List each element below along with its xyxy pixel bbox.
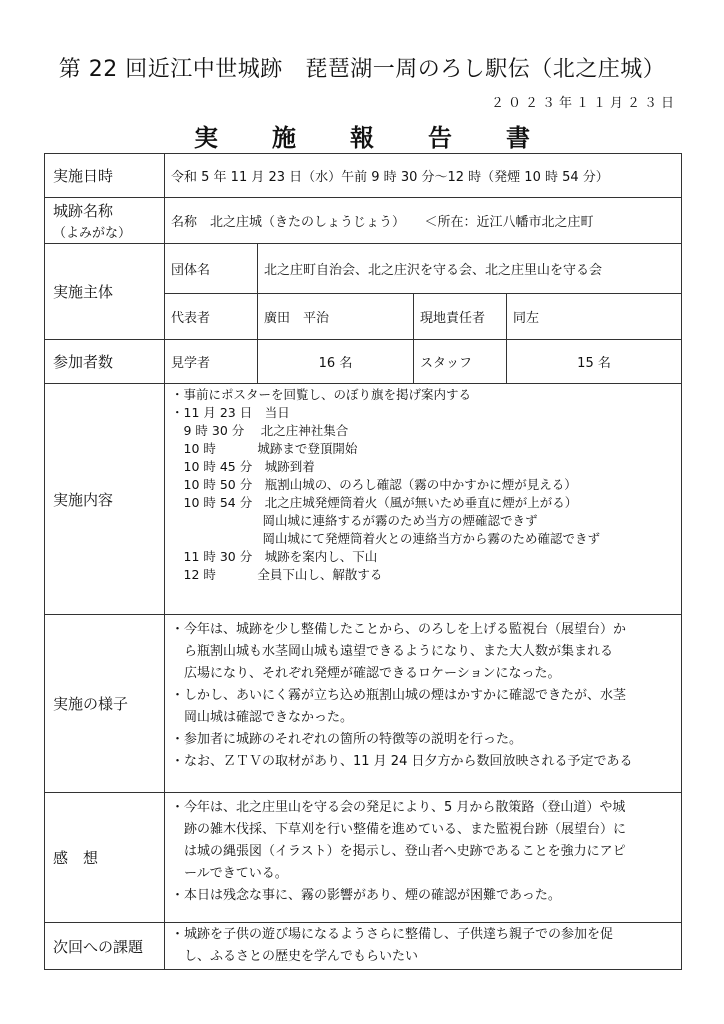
date-value: 令和 5 年 11 月 23 日（水）午前 9 時 30 分～12 時（発煙 10 時 54 分） [165, 154, 682, 198]
content-line: 岡山城にて発煙筒着火との連絡当方から霧のため確認できず [171, 531, 600, 546]
castle-label-cell [45, 198, 165, 244]
state-line: ・しかし、あいにく霧が立ち込め瓶割山城の煙はかすかに確認できたが、水茎 [171, 688, 627, 703]
date-label: 実施日時 [45, 154, 165, 198]
castle-value: 名称 北之庄城（きたのしょうじょう） ＜所在：近江八幡市北之庄町 [165, 198, 682, 244]
content-line: 10 時 54 分 北之庄城発煙筒着火（風が無いため垂直に煙が上がる） [171, 495, 578, 510]
next-line: し、ふるさとの歴史を学んでもらいたい [171, 949, 419, 964]
next-lines [165, 923, 682, 970]
org-label: 実施主体 [45, 244, 165, 340]
content-line: 10 時 城跡まで登頂開始 [171, 441, 358, 456]
rep-label: 代表者 [165, 294, 258, 340]
state-line: ら瓶割山城も水茎岡山城も遠望できるようになり、また大人数が集まれる [171, 644, 614, 659]
content-line: 10 時 45 分 城跡到着 [171, 459, 315, 474]
row-next [45, 923, 682, 970]
content-lines [165, 384, 682, 615]
rep-value: 廣田 平治 [258, 294, 414, 340]
document-title: 第 22 回近江中世城跡 琵琶湖一周のろし駅伝（北之庄城） [58, 57, 666, 82]
row-castle [45, 198, 682, 244]
content-line: ・事前にポスターを回覧し、のぼり旗を掲げ案内する [171, 387, 472, 402]
impression-line: は城の縄張図（イラスト）を掲示し、登山者へ史跡であることを強力にアピ [171, 844, 626, 859]
content-line: 12 時 全員下山し、解散する [171, 567, 383, 582]
row-date [45, 154, 682, 198]
state-line: ・今年は、城跡を少し整備したことから、のろしを上げる監視台（展望台）か [171, 622, 627, 637]
participants-label: 参加者数 [45, 340, 165, 384]
site-value: 同左 [507, 294, 682, 340]
impression-line: ・今年は、北之庄里山を守る会の発足により、5 月から散策路（登山道）や城 [171, 800, 626, 815]
content-label: 実施内容 [45, 384, 165, 615]
row-participants [45, 340, 682, 384]
visitors-label: 見学者 [165, 340, 258, 384]
impression-line: ・本日は残念な事に、霧の影響があり、煙の確認が困難であった。 [171, 888, 561, 903]
content-line: 11 時 30 分 城跡を案内し、下山 [171, 549, 378, 564]
impression-line: ールできている。 [171, 866, 288, 881]
state-line: ・参加者に城跡のそれぞれの箇所の特徴等の説明を行った。 [171, 732, 523, 747]
row-state [45, 615, 682, 793]
impression-lines [165, 793, 682, 923]
content-line: 9 時 30 分 北之庄神社集合 [171, 423, 349, 438]
row-group [45, 244, 682, 294]
visitors-value: 16 名 [258, 340, 414, 384]
report-date: ２０２３年１１月２３日 [490, 96, 678, 111]
castle-label: 城跡名称 [53, 202, 114, 220]
next-line: ・城跡を子供の遊び場になるようさらに整備し、子供達ち親子での参加を促 [171, 927, 614, 942]
content-line: ・11 月 23 日 当日 [171, 405, 290, 420]
next-label: 次回への課題 [45, 923, 165, 970]
staff-label: スタッフ [414, 340, 507, 384]
content-line: 岡山城に連絡するが霧のため当方の煙確認できず [171, 513, 538, 528]
group-label: 団体名 [165, 244, 258, 294]
state-label: 実施の様子 [45, 615, 165, 793]
row-content [45, 384, 682, 615]
state-line: 岡山城は確認できなかった。 [171, 710, 354, 725]
row-impression [45, 793, 682, 923]
content-line: 10 時 50 分 瓶割山城の、のろし確認（霧の中かすかに煙が見える） [171, 477, 577, 492]
report-table [44, 153, 682, 970]
staff-value: 15 名 [507, 340, 682, 384]
impression-line: 跡の雑木伐採、下草刈を行い整備を進めている、また監視台跡（展望台）に [171, 822, 627, 837]
group-value: 北之庄町自治会、北之庄沢を守る会、北之庄里山を守る会 [258, 244, 682, 294]
state-line: ・なお、ＺＴＶの取材があり、11 月 24 日夕方から数回放映される予定である [171, 754, 633, 769]
report-heading: 実施報告書 [194, 124, 584, 152]
castle-label-reading: （よみがな） [53, 226, 132, 241]
site-label: 現地責任者 [414, 294, 507, 340]
state-line: 広場になり、それぞれ発煙が確認できるロケーションになった。 [171, 666, 561, 681]
impression-label: 感 想 [45, 793, 165, 923]
state-lines [165, 615, 682, 793]
